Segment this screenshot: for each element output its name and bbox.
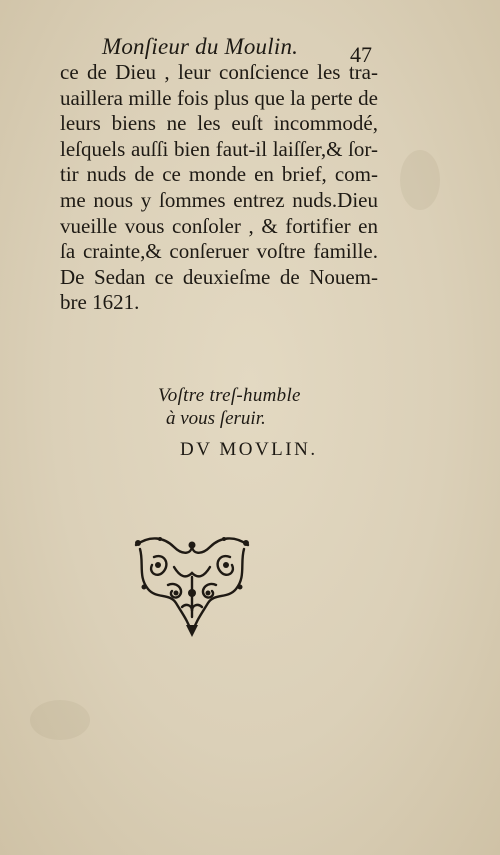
body-line: leurs biens ne les euſt incommodé, (60, 111, 378, 136)
paper-stain (400, 150, 440, 210)
closing-line: à vous ſeruir. (166, 408, 266, 429)
body-line: De Sedan ce deuxieſme de Nouem- (60, 264, 378, 289)
body-line: me nous y ſommes entrez nuds.Dieu (60, 187, 378, 212)
body-line: bre 1621. (60, 290, 140, 315)
body-line: tir nuds de ce monde en brief, com- (60, 162, 378, 187)
signature: DV MOVLIN. (180, 439, 318, 460)
body-line: leſquels auſſi bien faut-il laiſſer,& ſor- (60, 136, 378, 161)
paper-stain (30, 700, 90, 740)
page-number: 47 (350, 42, 372, 67)
letter-body (60, 60, 378, 316)
running-head: Monſieur du Moulin. (102, 34, 299, 59)
body-line: uaillera mille fois plus que la perte de (60, 85, 378, 110)
body-line: vueille vous conſoler , & fortifier en (60, 213, 378, 238)
body-line: ſa crainte,& conſeruer voſtre famille. (60, 239, 378, 264)
closing-line: Voſtre treſ-humble (158, 385, 301, 406)
closing-formula (158, 385, 358, 430)
fleuron-ornament-icon (130, 533, 254, 637)
page-header (102, 30, 392, 67)
body-line: ce de Dieu , leur conſcience les tra- (60, 60, 378, 84)
